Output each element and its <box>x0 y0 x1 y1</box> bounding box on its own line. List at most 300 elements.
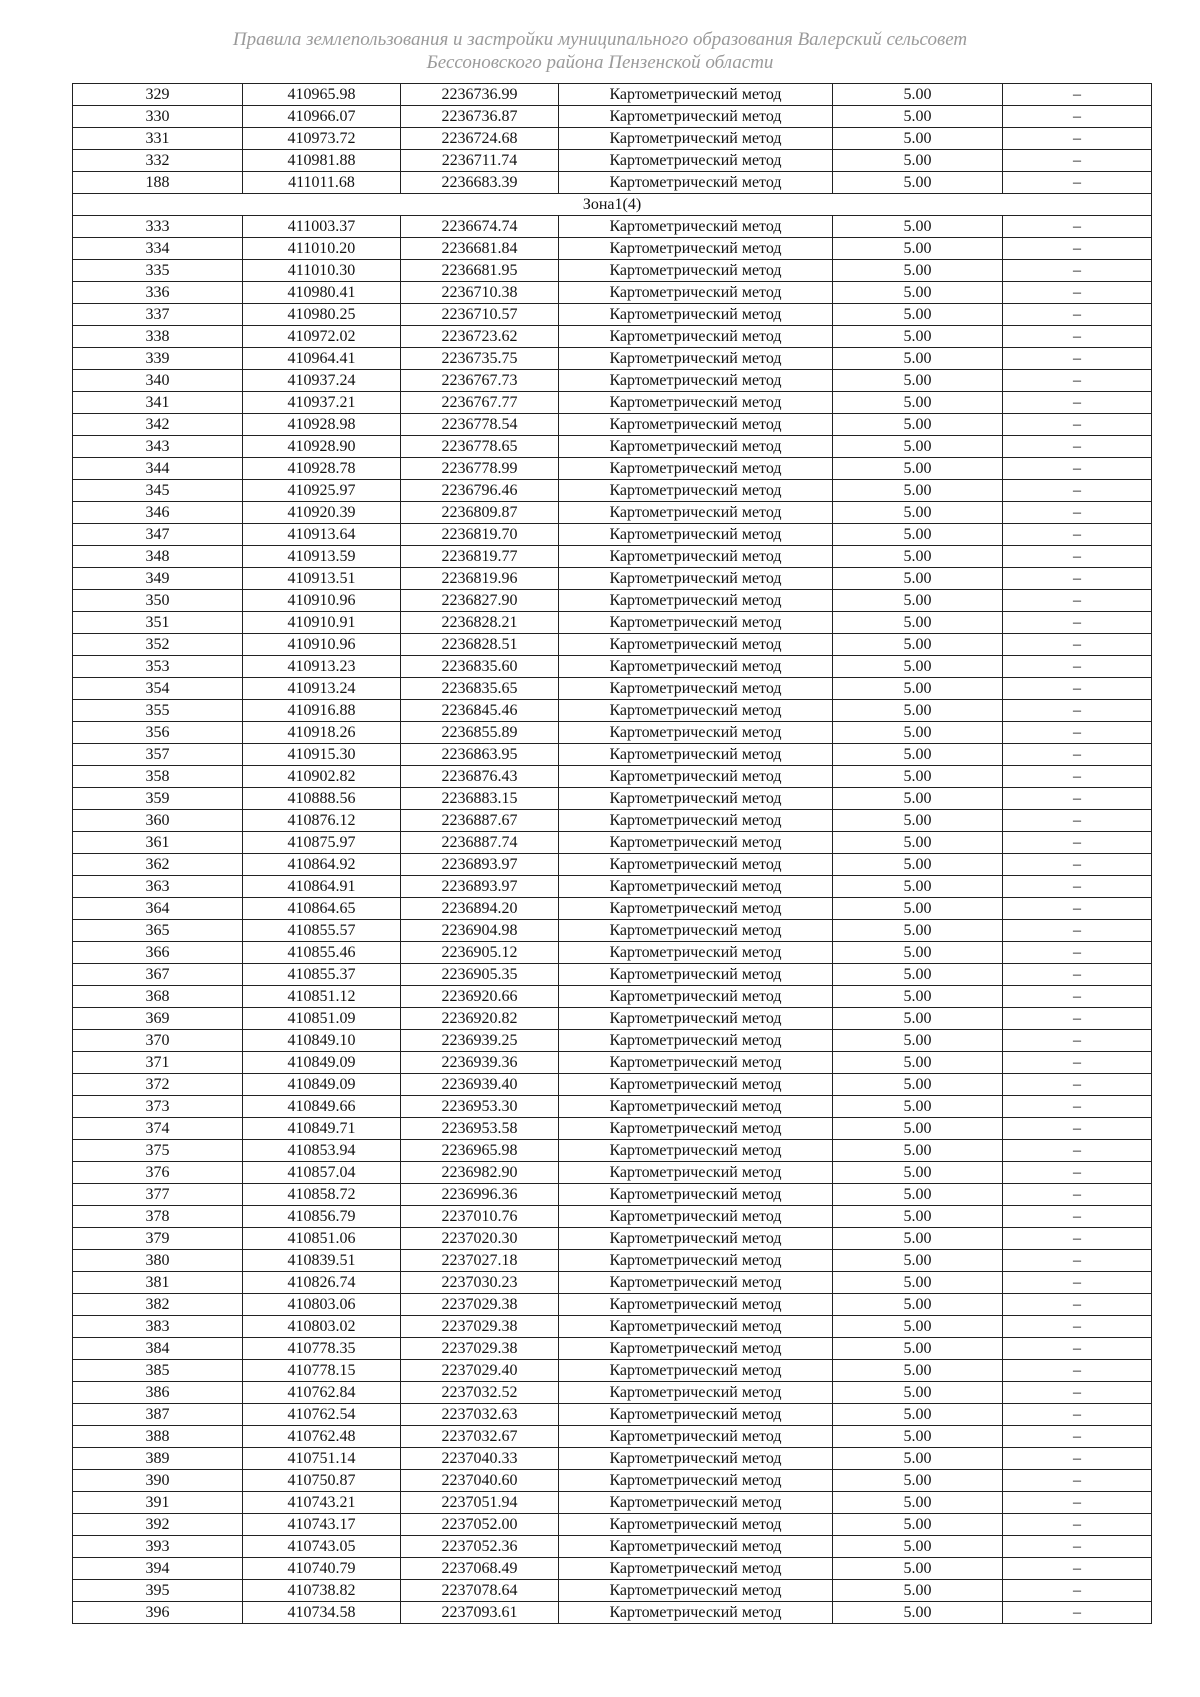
point-number-cell: 362 <box>73 854 243 876</box>
x-coordinate-cell: 410751.14 <box>243 1448 401 1470</box>
point-number-cell: 386 <box>73 1382 243 1404</box>
x-coordinate-cell: 410913.64 <box>243 524 401 546</box>
x-coordinate-cell: 410928.78 <box>243 458 401 480</box>
y-coordinate-cell: 2236681.84 <box>401 238 559 260</box>
table-row <box>73 458 1152 480</box>
accuracy-cell: 5.00 <box>833 1580 1003 1602</box>
method-cell: Картометрический метод <box>559 788 833 810</box>
point-number-cell: 396 <box>73 1602 243 1624</box>
y-coordinate-cell: 2236736.87 <box>401 106 559 128</box>
note-cell: – <box>1003 546 1152 568</box>
y-coordinate-cell: 2237032.63 <box>401 1404 559 1426</box>
table-row <box>73 1008 1152 1030</box>
note-cell: – <box>1003 326 1152 348</box>
note-cell: – <box>1003 1580 1152 1602</box>
note-cell: – <box>1003 678 1152 700</box>
point-number-cell: 360 <box>73 810 243 832</box>
table-row <box>73 84 1152 106</box>
table-row <box>73 392 1152 414</box>
point-number-cell: 381 <box>73 1272 243 1294</box>
accuracy-cell: 5.00 <box>833 1294 1003 1316</box>
x-coordinate-cell: 410855.46 <box>243 942 401 964</box>
accuracy-cell: 5.00 <box>833 656 1003 678</box>
point-number-cell: 329 <box>73 84 243 106</box>
table-row <box>73 216 1152 238</box>
note-cell: – <box>1003 128 1152 150</box>
note-cell: – <box>1003 832 1152 854</box>
method-cell: Картометрический метод <box>559 84 833 106</box>
accuracy-cell: 5.00 <box>833 876 1003 898</box>
table-row <box>73 590 1152 612</box>
point-number-cell: 378 <box>73 1206 243 1228</box>
note-cell: – <box>1003 216 1152 238</box>
table-row <box>73 1448 1152 1470</box>
accuracy-cell: 5.00 <box>833 128 1003 150</box>
method-cell: Картометрический метод <box>559 304 833 326</box>
x-coordinate-cell: 410928.90 <box>243 436 401 458</box>
table-row <box>73 1404 1152 1426</box>
x-coordinate-cell: 410937.21 <box>243 392 401 414</box>
accuracy-cell: 5.00 <box>833 84 1003 106</box>
accuracy-cell: 5.00 <box>833 150 1003 172</box>
x-coordinate-cell: 410916.88 <box>243 700 401 722</box>
x-coordinate-cell: 410864.91 <box>243 876 401 898</box>
point-number-cell: 346 <box>73 502 243 524</box>
table-row <box>73 744 1152 766</box>
note-cell: – <box>1003 1426 1152 1448</box>
method-cell: Картометрический метод <box>559 1184 833 1206</box>
point-number-cell: 394 <box>73 1558 243 1580</box>
note-cell: – <box>1003 1602 1152 1624</box>
x-coordinate-cell: 410740.79 <box>243 1558 401 1580</box>
accuracy-cell: 5.00 <box>833 634 1003 656</box>
x-coordinate-cell: 410980.25 <box>243 304 401 326</box>
method-cell: Картометрический метод <box>559 1536 833 1558</box>
table-row <box>73 370 1152 392</box>
accuracy-cell: 5.00 <box>833 700 1003 722</box>
y-coordinate-cell: 2236953.30 <box>401 1096 559 1118</box>
point-number-cell: 337 <box>73 304 243 326</box>
accuracy-cell: 5.00 <box>833 260 1003 282</box>
y-coordinate-cell: 2236894.20 <box>401 898 559 920</box>
x-coordinate-cell: 410738.82 <box>243 1580 401 1602</box>
note-cell: – <box>1003 370 1152 392</box>
table-row <box>73 436 1152 458</box>
table-row <box>73 722 1152 744</box>
x-coordinate-cell: 410855.37 <box>243 964 401 986</box>
y-coordinate-cell: 2236828.21 <box>401 612 559 634</box>
method-cell: Картометрический метод <box>559 392 833 414</box>
method-cell: Картометрический метод <box>559 1052 833 1074</box>
x-coordinate-cell: 410920.39 <box>243 502 401 524</box>
table-row <box>73 1382 1152 1404</box>
note-cell: – <box>1003 788 1152 810</box>
note-cell: – <box>1003 766 1152 788</box>
table-row <box>73 1162 1152 1184</box>
note-cell: – <box>1003 700 1152 722</box>
accuracy-cell: 5.00 <box>833 1338 1003 1360</box>
point-number-cell: 348 <box>73 546 243 568</box>
y-coordinate-cell: 2236828.51 <box>401 634 559 656</box>
y-coordinate-cell: 2237032.52 <box>401 1382 559 1404</box>
y-coordinate-cell: 2237052.00 <box>401 1514 559 1536</box>
accuracy-cell: 5.00 <box>833 1118 1003 1140</box>
point-number-cell: 336 <box>73 282 243 304</box>
method-cell: Картометрический метод <box>559 1360 833 1382</box>
note-cell: – <box>1003 920 1152 942</box>
x-coordinate-cell: 410876.12 <box>243 810 401 832</box>
x-coordinate-cell: 410849.71 <box>243 1118 401 1140</box>
y-coordinate-cell: 2236710.38 <box>401 282 559 304</box>
y-coordinate-cell: 2237020.30 <box>401 1228 559 1250</box>
accuracy-cell: 5.00 <box>833 282 1003 304</box>
note-cell: – <box>1003 458 1152 480</box>
y-coordinate-cell: 2236920.66 <box>401 986 559 1008</box>
y-coordinate-cell: 2236681.95 <box>401 260 559 282</box>
x-coordinate-cell: 410839.51 <box>243 1250 401 1272</box>
note-cell: – <box>1003 854 1152 876</box>
method-cell: Картометрический метод <box>559 216 833 238</box>
point-number-cell: 358 <box>73 766 243 788</box>
table-row <box>73 304 1152 326</box>
x-coordinate-cell: 410762.84 <box>243 1382 401 1404</box>
accuracy-cell: 5.00 <box>833 546 1003 568</box>
table-row <box>73 1514 1152 1536</box>
method-cell: Картометрический метод <box>559 612 833 634</box>
accuracy-cell: 5.00 <box>833 1448 1003 1470</box>
method-cell: Картометрический метод <box>559 1404 833 1426</box>
table-row <box>73 1316 1152 1338</box>
point-number-cell: 340 <box>73 370 243 392</box>
method-cell: Картометрический метод <box>559 546 833 568</box>
point-number-cell: 188 <box>73 172 243 194</box>
table-row <box>73 1118 1152 1140</box>
y-coordinate-cell: 2237032.67 <box>401 1426 559 1448</box>
x-coordinate-cell: 411010.20 <box>243 238 401 260</box>
accuracy-cell: 5.00 <box>833 1228 1003 1250</box>
table-row <box>73 1492 1152 1514</box>
accuracy-cell: 5.00 <box>833 238 1003 260</box>
point-number-cell: 356 <box>73 722 243 744</box>
x-coordinate-cell: 410743.17 <box>243 1514 401 1536</box>
y-coordinate-cell: 2236767.77 <box>401 392 559 414</box>
method-cell: Картометрический метод <box>559 744 833 766</box>
y-coordinate-cell: 2237030.23 <box>401 1272 559 1294</box>
point-number-cell: 330 <box>73 106 243 128</box>
note-cell: – <box>1003 524 1152 546</box>
point-number-cell: 350 <box>73 590 243 612</box>
method-cell: Картометрический метод <box>559 1206 833 1228</box>
x-coordinate-cell: 410856.79 <box>243 1206 401 1228</box>
note-cell: – <box>1003 172 1152 194</box>
note-cell: – <box>1003 392 1152 414</box>
point-number-cell: 385 <box>73 1360 243 1382</box>
table-row <box>73 986 1152 1008</box>
y-coordinate-cell: 2236835.60 <box>401 656 559 678</box>
header-line-1: Правила землепользования и застройки муниципального образования Валерский сельсовет <box>232 29 968 50</box>
y-coordinate-cell: 2236887.67 <box>401 810 559 832</box>
y-coordinate-cell: 2237029.38 <box>401 1294 559 1316</box>
table-row <box>73 766 1152 788</box>
accuracy-cell: 5.00 <box>833 590 1003 612</box>
table-row <box>73 788 1152 810</box>
point-number-cell: 393 <box>73 1536 243 1558</box>
accuracy-cell: 5.00 <box>833 1140 1003 1162</box>
document-header <box>0 28 1200 74</box>
accuracy-cell: 5.00 <box>833 348 1003 370</box>
y-coordinate-cell: 2237040.60 <box>401 1470 559 1492</box>
note-cell: – <box>1003 634 1152 656</box>
y-coordinate-cell: 2236863.95 <box>401 744 559 766</box>
accuracy-cell: 5.00 <box>833 678 1003 700</box>
table-row <box>73 678 1152 700</box>
method-cell: Картометрический метод <box>559 1250 833 1272</box>
method-cell: Картометрический метод <box>559 1074 833 1096</box>
table-row <box>73 1228 1152 1250</box>
method-cell: Картометрический метод <box>559 172 833 194</box>
x-coordinate-cell: 410743.21 <box>243 1492 401 1514</box>
method-cell: Картометрический метод <box>559 810 833 832</box>
point-number-cell: 391 <box>73 1492 243 1514</box>
x-coordinate-cell: 410858.72 <box>243 1184 401 1206</box>
x-coordinate-cell: 410910.96 <box>243 634 401 656</box>
y-coordinate-cell: 2237052.36 <box>401 1536 559 1558</box>
table-row <box>73 898 1152 920</box>
y-coordinate-cell: 2236920.82 <box>401 1008 559 1030</box>
note-cell: – <box>1003 876 1152 898</box>
x-coordinate-cell: 410762.54 <box>243 1404 401 1426</box>
note-cell: – <box>1003 1118 1152 1140</box>
accuracy-cell: 5.00 <box>833 414 1003 436</box>
note-cell: – <box>1003 744 1152 766</box>
y-coordinate-cell: 2236711.74 <box>401 150 559 172</box>
note-cell: – <box>1003 1052 1152 1074</box>
note-cell: – <box>1003 106 1152 128</box>
method-cell: Картометрический метод <box>559 942 833 964</box>
method-cell: Картометрический метод <box>559 1162 833 1184</box>
y-coordinate-cell: 2237029.40 <box>401 1360 559 1382</box>
method-cell: Картометрический метод <box>559 238 833 260</box>
table-row <box>73 1030 1152 1052</box>
table-row <box>73 1272 1152 1294</box>
method-cell: Картометрический метод <box>559 700 833 722</box>
method-cell: Картометрический метод <box>559 502 833 524</box>
table-row <box>73 1360 1152 1382</box>
method-cell: Картометрический метод <box>559 1470 833 1492</box>
method-cell: Картометрический метод <box>559 920 833 942</box>
x-coordinate-cell: 410981.88 <box>243 150 401 172</box>
accuracy-cell: 5.00 <box>833 788 1003 810</box>
note-cell: – <box>1003 1316 1152 1338</box>
method-cell: Картометрический метод <box>559 876 833 898</box>
method-cell: Картометрический метод <box>559 964 833 986</box>
coordinates-table <box>72 83 1152 1624</box>
accuracy-cell: 5.00 <box>833 480 1003 502</box>
method-cell: Картометрический метод <box>559 260 833 282</box>
point-number-cell: 376 <box>73 1162 243 1184</box>
table-row <box>73 612 1152 634</box>
y-coordinate-cell: 2236819.77 <box>401 546 559 568</box>
x-coordinate-cell: 410913.51 <box>243 568 401 590</box>
table-row <box>73 1052 1152 1074</box>
x-coordinate-cell: 410918.26 <box>243 722 401 744</box>
x-coordinate-cell: 410851.06 <box>243 1228 401 1250</box>
table-row <box>73 942 1152 964</box>
accuracy-cell: 5.00 <box>833 612 1003 634</box>
table-row <box>73 920 1152 942</box>
method-cell: Картометрический метод <box>559 524 833 546</box>
accuracy-cell: 5.00 <box>833 106 1003 128</box>
y-coordinate-cell: 2236905.35 <box>401 964 559 986</box>
method-cell: Картометрический метод <box>559 832 833 854</box>
accuracy-cell: 5.00 <box>833 304 1003 326</box>
point-number-cell: 377 <box>73 1184 243 1206</box>
y-coordinate-cell: 2236809.87 <box>401 502 559 524</box>
table-row <box>73 1580 1152 1602</box>
y-coordinate-cell: 2236819.96 <box>401 568 559 590</box>
y-coordinate-cell: 2236778.54 <box>401 414 559 436</box>
accuracy-cell: 5.00 <box>833 898 1003 920</box>
y-coordinate-cell: 2237051.94 <box>401 1492 559 1514</box>
accuracy-cell: 5.00 <box>833 216 1003 238</box>
x-coordinate-cell: 410875.97 <box>243 832 401 854</box>
y-coordinate-cell: 2236904.98 <box>401 920 559 942</box>
x-coordinate-cell: 410913.23 <box>243 656 401 678</box>
accuracy-cell: 5.00 <box>833 568 1003 590</box>
x-coordinate-cell: 410778.35 <box>243 1338 401 1360</box>
y-coordinate-cell: 2236683.39 <box>401 172 559 194</box>
x-coordinate-cell: 410888.56 <box>243 788 401 810</box>
table-row <box>73 1558 1152 1580</box>
note-cell: – <box>1003 150 1152 172</box>
method-cell: Картометрический метод <box>559 458 833 480</box>
y-coordinate-cell: 2236819.70 <box>401 524 559 546</box>
accuracy-cell: 5.00 <box>833 942 1003 964</box>
table-row <box>73 106 1152 128</box>
x-coordinate-cell: 410734.58 <box>243 1602 401 1624</box>
accuracy-cell: 5.00 <box>833 1272 1003 1294</box>
point-number-cell: 371 <box>73 1052 243 1074</box>
y-coordinate-cell: 2236887.74 <box>401 832 559 854</box>
point-number-cell: 388 <box>73 1426 243 1448</box>
y-coordinate-cell: 2236905.12 <box>401 942 559 964</box>
note-cell: – <box>1003 1492 1152 1514</box>
accuracy-cell: 5.00 <box>833 1536 1003 1558</box>
note-cell: – <box>1003 722 1152 744</box>
x-coordinate-cell: 410915.30 <box>243 744 401 766</box>
y-coordinate-cell: 2236876.43 <box>401 766 559 788</box>
x-coordinate-cell: 410743.05 <box>243 1536 401 1558</box>
point-number-cell: 361 <box>73 832 243 854</box>
x-coordinate-cell: 410750.87 <box>243 1470 401 1492</box>
x-coordinate-cell: 410972.02 <box>243 326 401 348</box>
accuracy-cell: 5.00 <box>833 722 1003 744</box>
table-row <box>73 1338 1152 1360</box>
table-row <box>73 876 1152 898</box>
note-cell: – <box>1003 568 1152 590</box>
x-coordinate-cell: 410928.98 <box>243 414 401 436</box>
table-row <box>73 810 1152 832</box>
x-coordinate-cell: 410902.82 <box>243 766 401 788</box>
accuracy-cell: 5.00 <box>833 1184 1003 1206</box>
y-coordinate-cell: 2236893.97 <box>401 876 559 898</box>
point-number-cell: 370 <box>73 1030 243 1052</box>
x-coordinate-cell: 410851.09 <box>243 1008 401 1030</box>
point-number-cell: 390 <box>73 1470 243 1492</box>
table-row <box>73 260 1152 282</box>
accuracy-cell: 5.00 <box>833 1470 1003 1492</box>
accuracy-cell: 5.00 <box>833 1052 1003 1074</box>
y-coordinate-cell: 2236735.75 <box>401 348 559 370</box>
table-row <box>73 1096 1152 1118</box>
method-cell: Картометрический метод <box>559 282 833 304</box>
x-coordinate-cell: 410913.24 <box>243 678 401 700</box>
x-coordinate-cell: 410857.04 <box>243 1162 401 1184</box>
point-number-cell: 357 <box>73 744 243 766</box>
note-cell: – <box>1003 1294 1152 1316</box>
method-cell: Картометрический метод <box>559 1448 833 1470</box>
note-cell: – <box>1003 436 1152 458</box>
note-cell: – <box>1003 1514 1152 1536</box>
x-coordinate-cell: 410937.24 <box>243 370 401 392</box>
method-cell: Картометрический метод <box>559 1426 833 1448</box>
point-number-cell: 354 <box>73 678 243 700</box>
note-cell: – <box>1003 1008 1152 1030</box>
accuracy-cell: 5.00 <box>833 766 1003 788</box>
x-coordinate-cell: 410853.94 <box>243 1140 401 1162</box>
point-number-cell: 343 <box>73 436 243 458</box>
table-row <box>73 964 1152 986</box>
x-coordinate-cell: 410849.09 <box>243 1074 401 1096</box>
note-cell: – <box>1003 1558 1152 1580</box>
table-row <box>73 1294 1152 1316</box>
y-coordinate-cell: 2236723.62 <box>401 326 559 348</box>
method-cell: Картометрический метод <box>559 1602 833 1624</box>
x-coordinate-cell: 411003.37 <box>243 216 401 238</box>
x-coordinate-cell: 411010.30 <box>243 260 401 282</box>
x-coordinate-cell: 410803.02 <box>243 1316 401 1338</box>
point-number-cell: 383 <box>73 1316 243 1338</box>
note-cell: – <box>1003 282 1152 304</box>
point-number-cell: 363 <box>73 876 243 898</box>
note-cell: – <box>1003 1030 1152 1052</box>
x-coordinate-cell: 410980.41 <box>243 282 401 304</box>
method-cell: Картометрический метод <box>559 590 833 612</box>
accuracy-cell: 5.00 <box>833 1008 1003 1030</box>
method-cell: Картометрический метод <box>559 348 833 370</box>
note-cell: – <box>1003 1228 1152 1250</box>
method-cell: Картометрический метод <box>559 656 833 678</box>
note-cell: – <box>1003 986 1152 1008</box>
y-coordinate-cell: 2236953.58 <box>401 1118 559 1140</box>
accuracy-cell: 5.00 <box>833 1382 1003 1404</box>
note-cell: – <box>1003 480 1152 502</box>
table-row <box>73 326 1152 348</box>
point-number-cell: 387 <box>73 1404 243 1426</box>
method-cell: Картометрический метод <box>559 128 833 150</box>
accuracy-cell: 5.00 <box>833 744 1003 766</box>
note-cell: – <box>1003 348 1152 370</box>
point-number-cell: 334 <box>73 238 243 260</box>
point-number-cell: 331 <box>73 128 243 150</box>
method-cell: Картометрический метод <box>559 370 833 392</box>
y-coordinate-cell: 2237029.38 <box>401 1338 559 1360</box>
table-row <box>73 832 1152 854</box>
method-cell: Картометрический метод <box>559 1096 833 1118</box>
y-coordinate-cell: 2236982.90 <box>401 1162 559 1184</box>
accuracy-cell: 5.00 <box>833 1514 1003 1536</box>
note-cell: – <box>1003 1470 1152 1492</box>
